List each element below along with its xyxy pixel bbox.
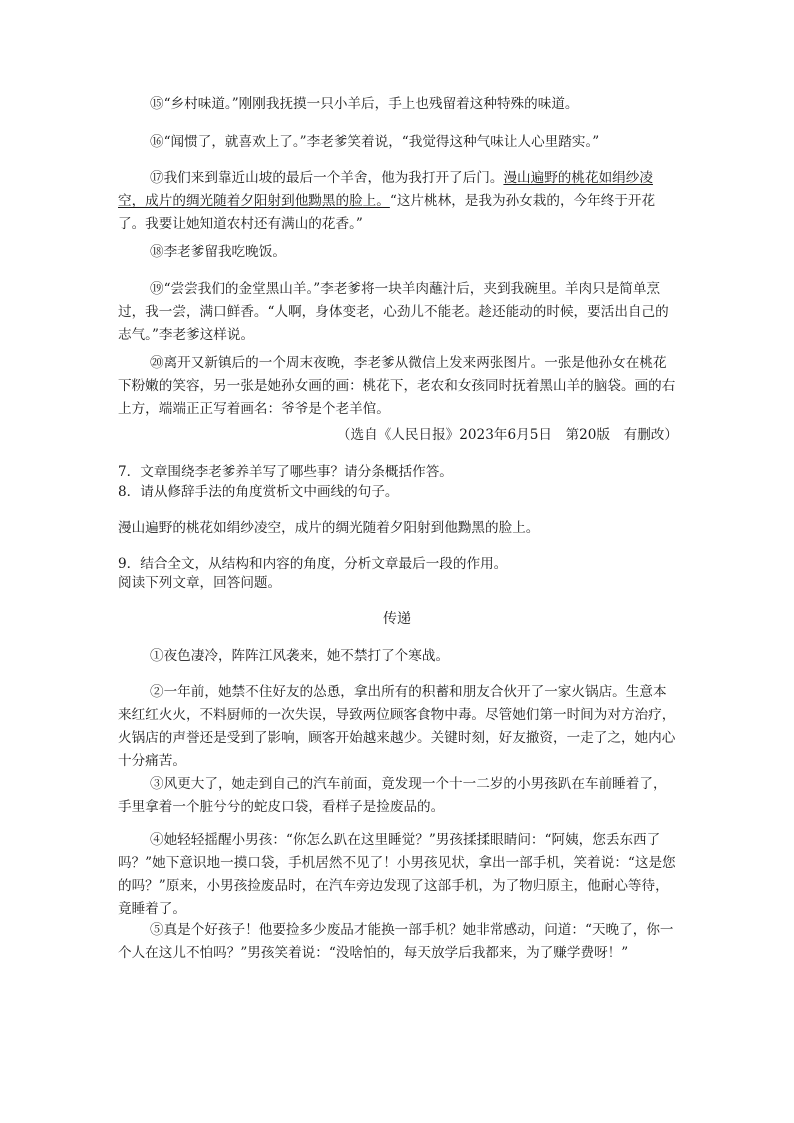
reading-instruction: 阅读下列文章，回答问题。 xyxy=(118,575,282,591)
paragraph-4: ④她轻轻摇醒小男孩：“你怎么趴在这里睡觉？”男孩揉揉眼睛问：“阿姨，您丢东西了吗？”她下意识地一摸口袋，手机居然不见了！小男孩见状，拿出一部手机，笑着说：“这是您的吗？”原来，小男孩捡废品时，在汽车旁边发现了这部手机，为了物归原主，他耐心等待，竟睡着了。 xyxy=(118,832,676,917)
question-8: 8．请从修辞手法的角度赏析文中画线的句子。 xyxy=(118,484,399,500)
paragraph-16: ⑯“闻惯了，就喜欢上了。”李老爹笑着说，“我觉得这种气味让人心里踏实。” xyxy=(150,134,600,150)
question-8-quote: 漫山遍野的桃花如绢纱凌空，成片的绸光随着夕阳射到他黝黑的脸上。 xyxy=(118,520,540,536)
paragraph-20: ⑳离开又新镇后的一个周末夜晚，李老爹从微信上发来两张图片。一张是他孙女在桃花下粉嫩的笑容，另一张是她孙女画的画：桃花下，老农和女孩同时抚着黑山羊的脑袋。画的右上方，端端正正写着画名：爷爷是个老羊倌。 xyxy=(118,355,676,417)
question-9: 9．结合全文，从结构和内容的角度，分析文章最后一段的作用。 xyxy=(118,556,508,572)
paragraph-18: ⑱李老爹留我吃晚饭。 xyxy=(150,244,286,260)
paragraph-3: ③风更大了，她走到自己的汽车前面，竟发现一个十一二岁的小男孩趴在车前睡着了，手里拿着一个脏兮兮的蛇皮口袋，看样子是捡废品的。 xyxy=(118,776,667,815)
paragraph-2: ②一年前，她禁不住好友的怂恿，拿出所有的积蓄和朋友合伙开了一家火锅店。生意本来红红火火，不料厨师的一次失误，导致两位顾客食物中毒。尽管她们第一时间为对方治疗，火锅店的声誉还是受到了影响，顾客开始越来越少。关键时刻，好友撤资，一走了之，她内心十分痛苦。 xyxy=(118,684,676,769)
underlined-sentence: 漫山遍野的桃花如绢纱凌空，成片的绸光随着夕阳射到他黝黑的脸上。 xyxy=(118,170,653,209)
source-citation: （选自《人民日报》2023年6月5日 第20版 有删改） xyxy=(336,427,678,443)
paragraph-19: ⑲“尝尝我们的金堂黑山羊。”李老爹将一块羊肉蘸汁后，夹到我碗里。羊肉只是简单烹过，我一尝，满口鲜香。“人啊，身体变老，心劲儿不能老。趁还能动的时候，要活出自己的志气。”李老爹这样说。 xyxy=(118,281,669,343)
paragraph-5: ⑤真是个好孩子！他要捡多少废品才能换一部手机？她非常感动，问道：“天晚了，你一个人在这儿不怕吗？”男孩笑着说：“没啥怕的，每天放学后我都来，为了赚学费呀！” xyxy=(118,922,674,961)
paragraph-1: ①夜色凄冷，阵阵江风袭来，她不禁打了个寒战。 xyxy=(150,648,450,664)
question-7: 7．文章围绕李老爹养羊写了哪些事？请分条概括作答。 xyxy=(118,464,453,480)
paragraph-17 xyxy=(118,167,678,236)
article-title: 传递 xyxy=(383,611,411,627)
paragraph-17-start: ⑰我们来到靠近山坡的最后一个羊舍，他为我打开了后门。 xyxy=(150,170,504,186)
paragraph-15: ⑮“乡村味道。”刚刚我抚摸一只小羊后，手上也残留着这种特殊的味道。 xyxy=(150,96,579,112)
paragraph-17-end: “这片桃林，是我为孙女栽的，今年终于开花了。我要让她知道农村还有满山的花香。” xyxy=(118,193,656,232)
